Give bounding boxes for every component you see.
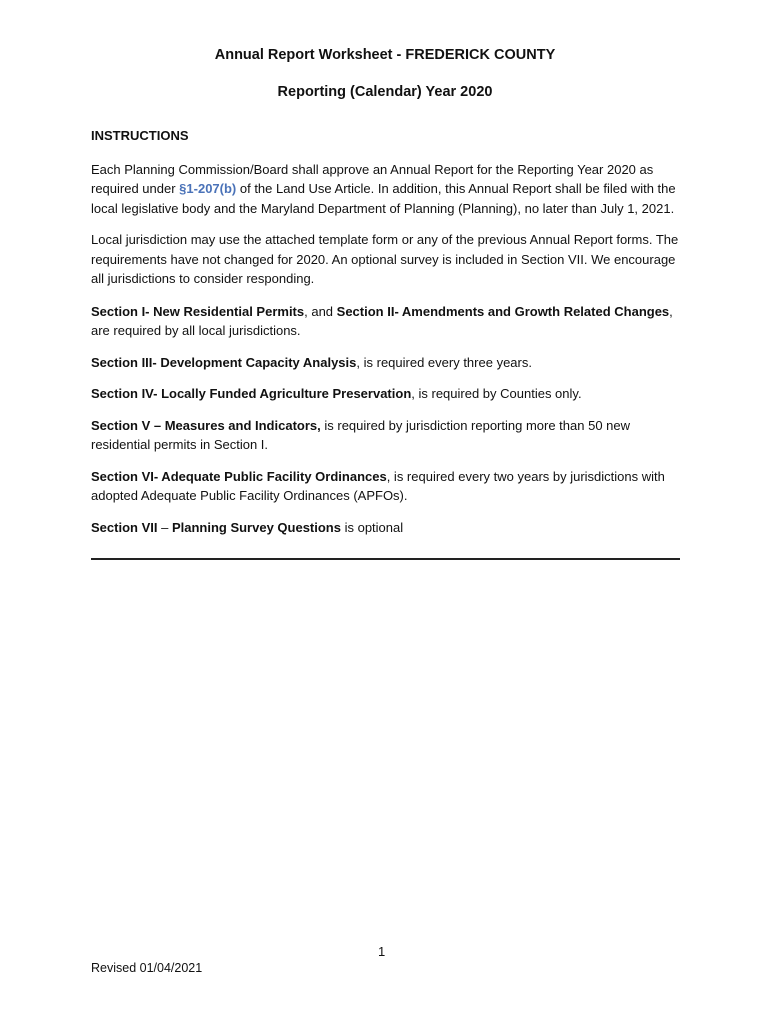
instructions-heading: INSTRUCTIONS [91, 128, 189, 143]
section-i-ii-text: , are required by all local jurisdictions. [91, 303, 673, 338]
section-ii-label: Section II- Amendments and Growth Related Changes [336, 303, 670, 319]
section-iv-label: Section IV- Locally Funded Agriculture Preservation [91, 386, 412, 401]
paragraph-approval [91, 160, 681, 219]
section-vi-text: , is required every two years by jurisdictions with adopted Adequate Public Facility Ordinances (APFOs). [91, 468, 665, 503]
section-iii-label: Section III- Development Capacity Analysis [91, 354, 357, 370]
instructions-block [91, 126, 681, 549]
section-vii-requirement [91, 518, 681, 538]
section-iii-text: , is required every three years. [356, 354, 532, 370]
page-number: 1 [378, 944, 386, 959]
section-v-requirement [91, 416, 681, 455]
section-vi-label: Section VI- Adequate Public Facility Ordinances [91, 468, 387, 484]
section-iv-text: , is required by Counties only. [411, 386, 582, 401]
section-divider [91, 558, 680, 560]
revision-date: Revised 01/04/2021 [91, 961, 203, 975]
section-i-label: Section I- New Residential Permits [91, 303, 305, 319]
section-vii-title: Planning Survey Questions [171, 519, 341, 535]
section-vii-label: Section VII [91, 519, 158, 535]
section-iii-requirement [91, 353, 681, 373]
section-iv-requirement [91, 384, 681, 404]
section-v-label: Section V – Measures and Indicators, [91, 417, 321, 433]
paragraph-template: Local jurisdiction may use the attached template form or any of the previous Annual Report forms. The requirements have not changed for 2020. An optional survey is included in Section VII. We encourage all jurisdictions to consider responding. [91, 232, 679, 286]
section-i-ii-requirement [91, 302, 681, 341]
section-vii-text: is optional [340, 519, 404, 535]
document-subtitle: Reporting (Calendar) Year 2020 [277, 84, 493, 100]
section-vii-joiner: – [157, 519, 172, 535]
paragraph-approval-text-a: Each Planning Commission/Board shall approve an Annual Report for the Reporting Year 2020 as required under [91, 161, 654, 196]
section-vi-requirement [91, 467, 681, 506]
document-title: Annual Report Worksheet - FREDERICK COUNTY [214, 47, 556, 63]
section-v-text: is required by jurisdiction reporting more than 50 new residential permits in Section I. [91, 417, 631, 452]
statute-link[interactable]: §1-207(b) [179, 181, 237, 196]
section-i-ii-joiner: , and [304, 303, 337, 319]
paragraph-approval-text-b: of the Land Use Article. In addition, this Annual Report shall be filed with the local legislative body and the Maryland Department of Planning (Planning), no later than July 1, 2021. [91, 181, 676, 216]
